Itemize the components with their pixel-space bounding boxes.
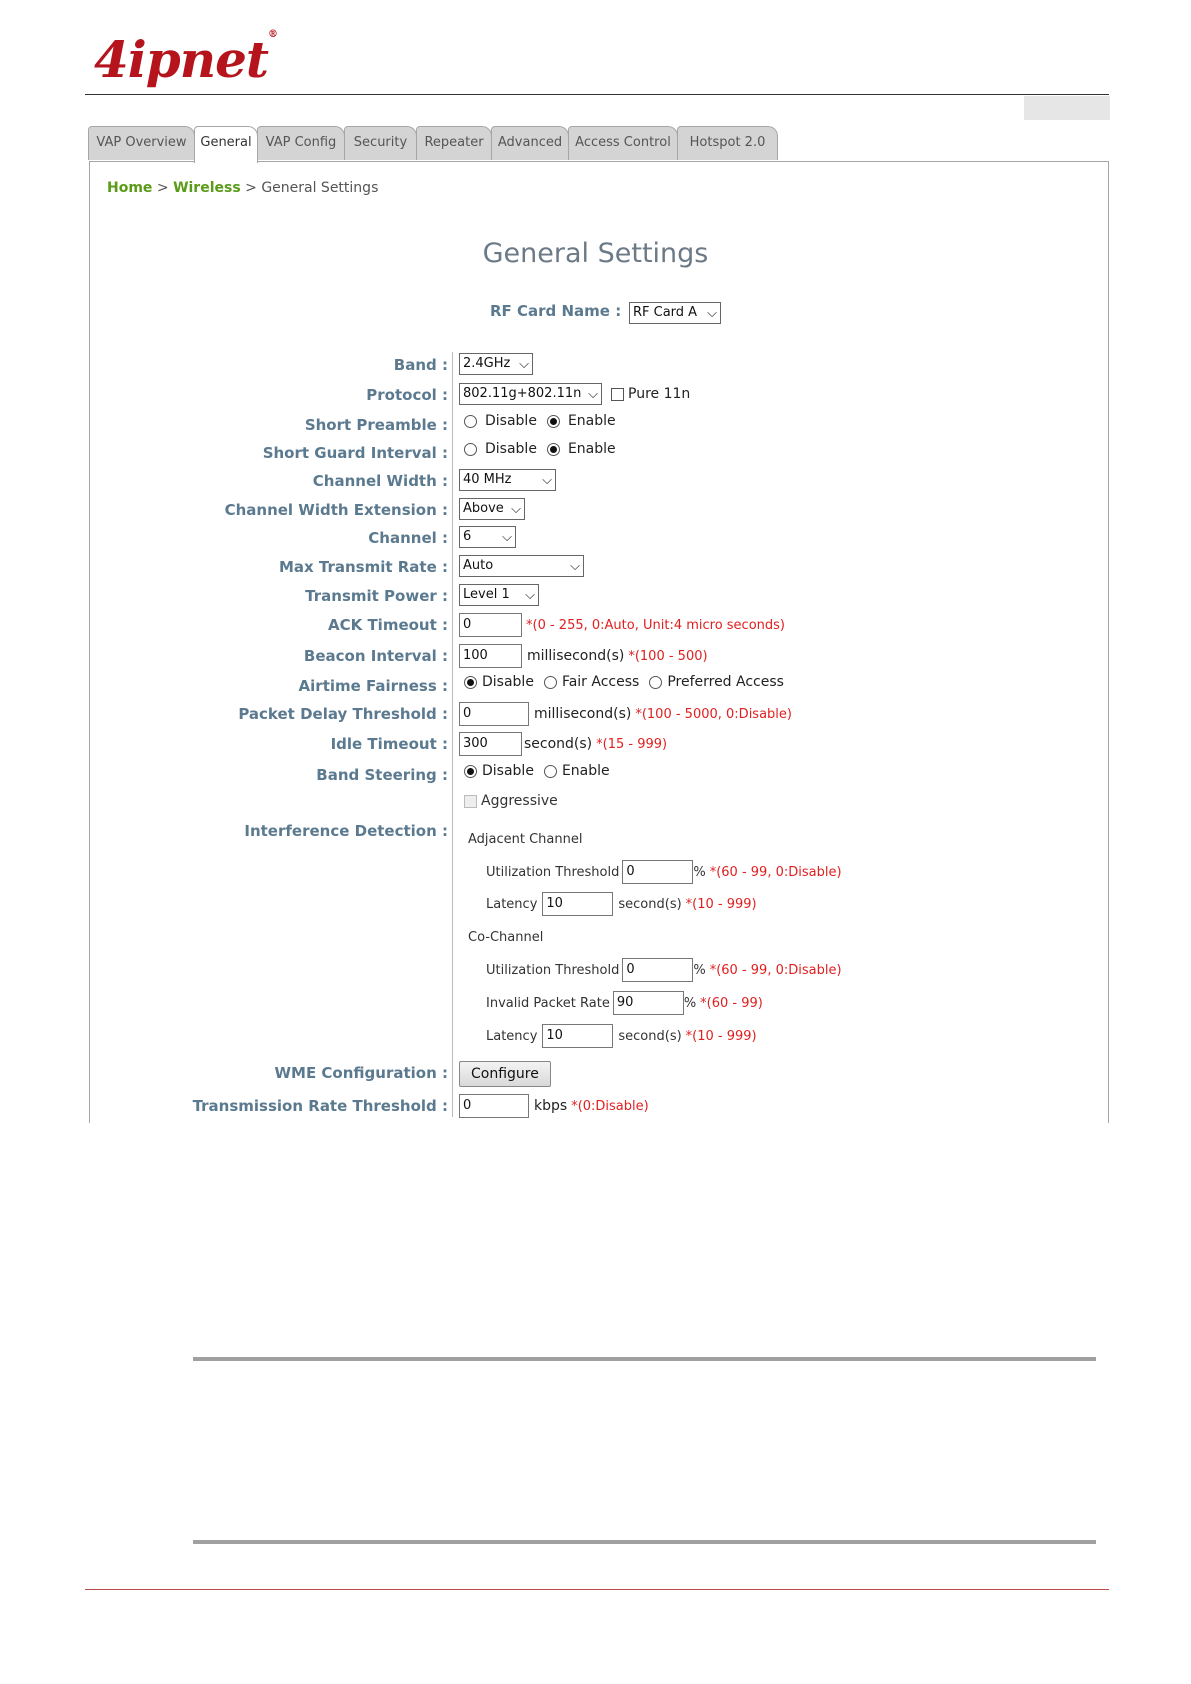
row-packet-delay: Packet Delay Threshold : 0 millisecond(s) *(100 - 5000, 0:Disable) <box>0 701 1191 727</box>
co-channel-title: Co-Channel <box>468 930 544 945</box>
page-title: General Settings <box>482 238 709 269</box>
co-util-input[interactable]: 0 <box>622 958 693 982</box>
row-band: Band : 2.4GHz ⌵ <box>0 352 1191 378</box>
chevron-down-icon: ⌵ <box>525 588 535 603</box>
row-wme: WME Configuration : Configure <box>0 1060 1191 1086</box>
chevron-down-icon: ⌵ <box>519 357 529 372</box>
co-util-row: Utilization Threshold 0 % *(60 - 99, 0:Disable) <box>486 958 842 982</box>
tab-general[interactable]: General <box>194 126 258 163</box>
row-short-preamble: Short Preamble : Disable Enable <box>304 413 616 434</box>
row-airtime: Airtime Fairness : Disable Fair Access Preferred Access <box>298 674 784 695</box>
rf-card-row <box>490 302 721 324</box>
idle-timeout-input[interactable]: 300 <box>459 732 522 756</box>
co-ipr-input[interactable]: 90 <box>613 991 684 1015</box>
row-band-steering: Band Steering : Disable Enable <box>316 763 610 784</box>
steering-disable-radio[interactable] <box>464 765 477 778</box>
row-beacon: Beacon Interval : 100 millisecond(s) *(100 - 500) <box>0 643 1191 669</box>
tab-vap-config[interactable]: VAP Config <box>257 126 345 160</box>
pure-11n-checkbox[interactable] <box>611 388 624 401</box>
chevron-down-icon: ⌵ <box>570 559 580 574</box>
beacon-input[interactable]: 100 <box>459 644 522 668</box>
adj-util-input[interactable]: 0 <box>622 860 693 884</box>
breadcrumb-wireless[interactable]: Wireless <box>173 180 241 196</box>
row-channel-width-ext: Channel Width Extension : Above ⌵ <box>0 497 1191 523</box>
chevron-down-icon: ⌵ <box>588 387 598 402</box>
header-divider <box>85 94 1109 95</box>
tab-security[interactable]: Security <box>344 126 417 160</box>
airtime-preferred-radio[interactable] <box>649 676 662 689</box>
row-tx-rate-threshold: Transmission Rate Threshold : 0 kbps *(0:Disable) <box>0 1093 1191 1119</box>
row-protocol: Protocol : 802.11g+802.11n ⌵ Pure 11n <box>0 382 1191 408</box>
protocol-select[interactable]: 802.11g+802.11n ⌵ <box>459 383 602 405</box>
breadcrumb-current: General Settings <box>261 180 379 196</box>
co-latency-input[interactable]: 10 <box>542 1024 613 1048</box>
adj-latency-input[interactable]: 10 <box>542 892 613 916</box>
row-ack-timeout: ACK Timeout : 0 *(0 - 255, 0:Auto, Unit:4 micro seconds) <box>0 612 1191 638</box>
chevron-down-icon: ⌵ <box>502 530 512 545</box>
co-ipr-row: Invalid Packet Rate 90 % *(60 - 99) <box>486 991 763 1015</box>
tab-advanced[interactable]: Advanced <box>491 126 569 160</box>
section-rule-top <box>193 1357 1096 1361</box>
footer-divider <box>85 1589 1109 1590</box>
row-max-rate: Max Transmit Rate : Auto ⌵ <box>0 554 1191 580</box>
preamble-disable-radio[interactable] <box>464 415 477 428</box>
tab-repeater[interactable]: Repeater <box>416 126 492 160</box>
rf-card-label: RF Card Name : <box>490 302 622 320</box>
adjacent-channel-title: Adjacent Channel <box>468 832 583 847</box>
steering-enable-radio[interactable] <box>544 765 557 778</box>
airtime-disable-radio[interactable] <box>464 676 477 689</box>
preamble-enable-radio[interactable] <box>547 415 560 428</box>
tx-rate-threshold-input[interactable]: 0 <box>459 1094 529 1118</box>
header-grey-block <box>1024 96 1110 120</box>
tab-access-control[interactable]: Access Control <box>568 126 678 160</box>
adj-latency-row: Latency 10 second(s) *(10 - 999) <box>486 892 757 916</box>
breadcrumb: Home > Wireless > General Settings <box>107 180 379 196</box>
max-rate-select[interactable]: Auto ⌵ <box>459 555 584 577</box>
ack-timeout-input[interactable]: 0 <box>459 613 522 637</box>
row-channel-width: Channel Width : 40 MHz ⌵ <box>0 468 1191 494</box>
channel-width-ext-select[interactable]: Above ⌵ <box>459 498 525 520</box>
breadcrumb-home[interactable]: Home <box>107 180 153 196</box>
tab-hotspot[interactable]: Hotspot 2.0 <box>677 126 778 160</box>
band-select[interactable]: 2.4GHz ⌵ <box>459 353 533 375</box>
chevron-down-icon: ⌵ <box>707 306 717 321</box>
configure-button[interactable]: Configure <box>459 1061 551 1087</box>
adj-util-row: Utilization Threshold 0 % *(60 - 99, 0:Disable) <box>486 860 842 884</box>
row-interference: Interference Detection : <box>244 822 448 840</box>
channel-width-select[interactable]: 40 MHz ⌵ <box>459 469 556 491</box>
co-latency-row: Latency 10 second(s) *(10 - 999) <box>486 1024 757 1048</box>
aggressive-option: Aggressive <box>464 793 558 809</box>
guard-disable-radio[interactable] <box>464 443 477 456</box>
airtime-fair-radio[interactable] <box>544 676 557 689</box>
chevron-down-icon: ⌵ <box>511 502 521 517</box>
section-rule-bottom <box>193 1540 1096 1544</box>
packet-delay-input[interactable]: 0 <box>459 702 529 726</box>
row-tx-power: Transmit Power : Level 1 ⌵ <box>0 583 1191 609</box>
row-short-guard: Short Guard Interval : Disable Enable <box>262 441 616 462</box>
tab-vap-overview[interactable]: VAP Overview <box>88 126 195 160</box>
channel-select[interactable]: 6 ⌵ <box>459 526 516 548</box>
guard-enable-radio[interactable] <box>547 443 560 456</box>
aggressive-checkbox[interactable] <box>464 795 477 808</box>
row-idle-timeout: Idle Timeout : 300 second(s) *(15 - 999) <box>0 731 1191 757</box>
tx-power-select[interactable]: Level 1 ⌵ <box>459 584 539 606</box>
chevron-down-icon: ⌵ <box>542 473 552 488</box>
rf-card-select[interactable]: RF Card A ⌵ <box>629 302 721 324</box>
brand-logo: 4ipnet® <box>94 29 278 89</box>
row-channel: Channel : 6 ⌵ <box>0 525 1191 551</box>
